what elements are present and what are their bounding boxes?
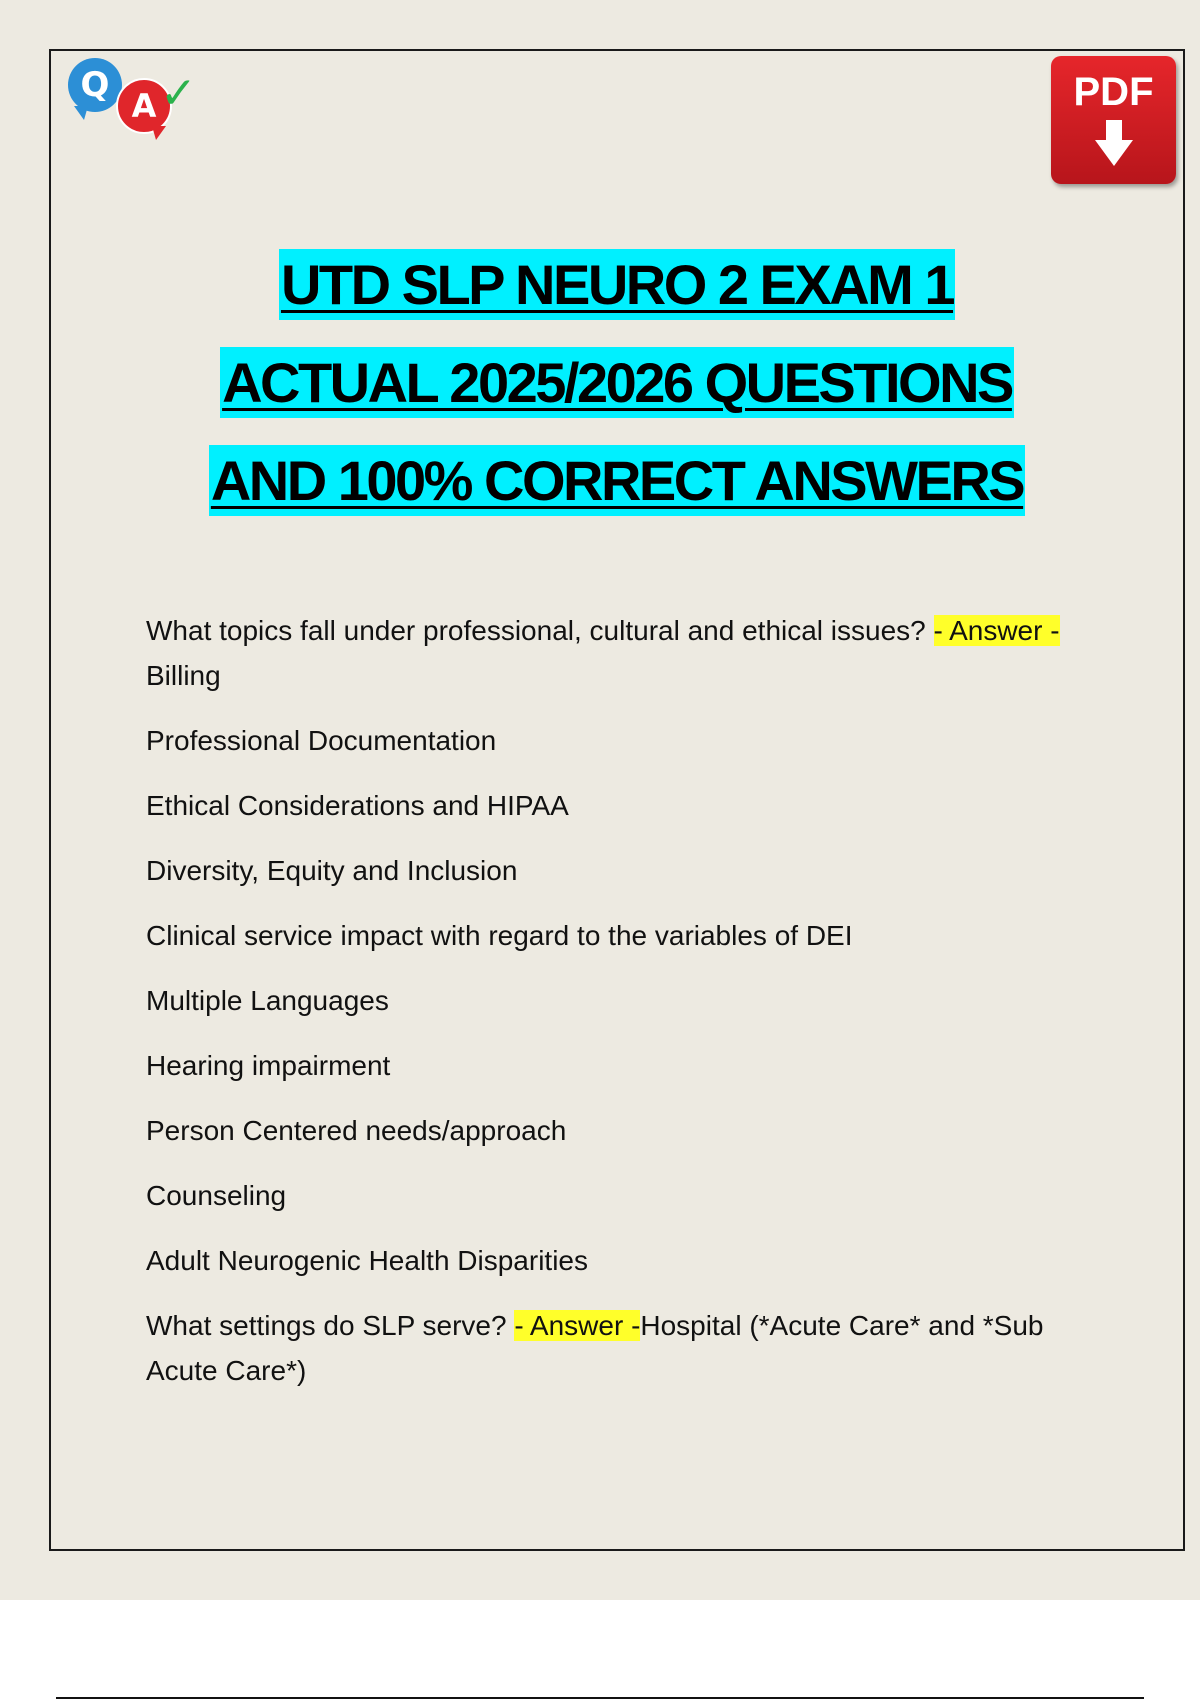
list-item: Adult Neurogenic Health Disparities	[146, 1245, 588, 1276]
question-1	[146, 608, 1106, 698]
list-item: Hearing impairment	[146, 1050, 391, 1081]
question-2	[146, 1303, 1106, 1393]
list-item: Multiple Languages	[146, 985, 389, 1016]
answer-text: Hospital (*Acute Care* and *Sub Acute Care*)	[146, 1310, 1044, 1386]
list-item: Person Centered needs/approach	[146, 1115, 567, 1146]
question-text: What settings do SLP serve?	[146, 1310, 515, 1341]
qa-check-logo-icon	[68, 56, 198, 136]
list-item: Counseling	[146, 1180, 287, 1211]
bottom-divider	[56, 1697, 1144, 1699]
pdf-label: PDF	[1073, 70, 1154, 114]
qa-content	[146, 608, 1106, 1413]
title-line-1: UTD SLP NEURO 2 EXAM 1	[60, 236, 1174, 334]
document-title	[60, 236, 1174, 530]
list-item: Professional Documentation	[146, 725, 497, 756]
check-icon: ✓	[160, 68, 197, 119]
question-text: What topics fall under professional, cultural and ethical issues?	[146, 615, 934, 646]
answer-marker: - Answer -	[514, 1310, 641, 1341]
list-item: Clinical service impact with regard to the variables of DEI	[146, 920, 853, 951]
title-line-3: AND 100% CORRECT ANSWERS	[60, 432, 1174, 530]
list-item: Ethical Considerations and HIPAA	[146, 790, 569, 821]
a-bubble: A	[116, 78, 172, 134]
list-item: Diversity, Equity and Inclusion	[146, 855, 518, 886]
pdf-download-icon[interactable]	[1051, 56, 1176, 184]
answer-marker: - Answer -	[933, 615, 1060, 646]
answer-text: Billing	[146, 660, 221, 691]
title-line-2: ACTUAL 2025/2026 QUESTIONS	[60, 334, 1174, 432]
download-arrow-icon	[1095, 120, 1133, 166]
q-bubble: Q	[68, 58, 122, 112]
